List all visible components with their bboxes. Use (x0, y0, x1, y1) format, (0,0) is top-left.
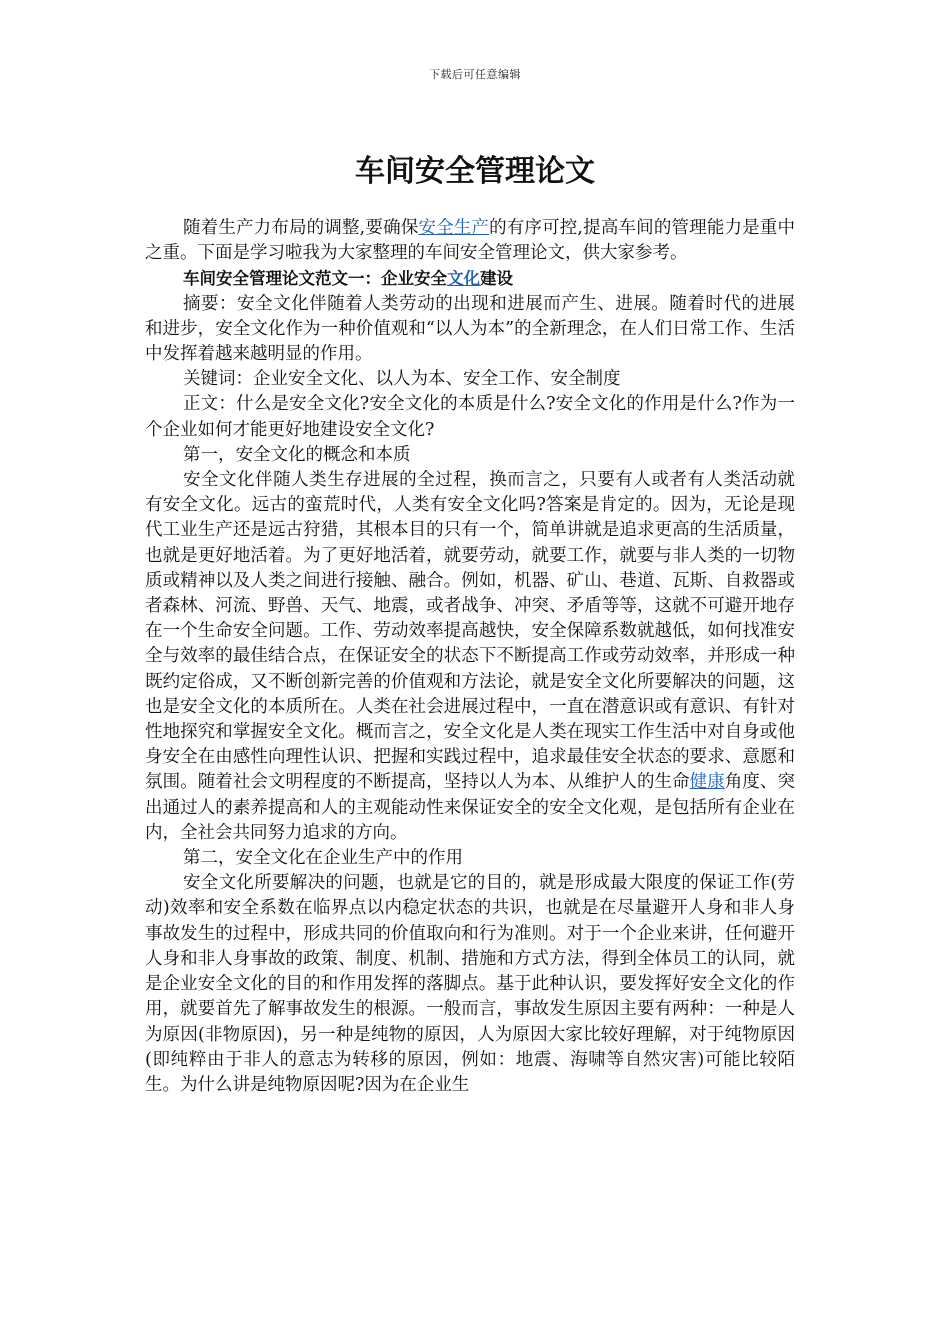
concept-text-after: 角度、突出通过人的素养提高和人的主观能动性来保证安全的安全文化观，是包括所有企业在内，全社会共同努力追求的方向。 (145, 772, 796, 843)
safety-production-link[interactable]: 安全生产 (418, 218, 490, 238)
role-paragraph: 安全文化所要解决的问题，也就是它的目的，就是形成最大限度的保证工作(劳动)效率和安全系数在临界点以内稳定状态的共识，也就是在尽量避开人身和非人身事故发生的过程中，形成共同的价值取向和行为准则。对于一个企业来讲，任何避开人身和非人身事故的政策、制度、机制、措施和方式方法，得到全体员工的认同，就是企业安全文化的目的和作用发挥的落脚点。基于此种认识，要发挥好安全文化的作用，就要首先了解事故发生的根源。一般而言，事故发生原因主要有两种：一种是人为原因(非物原因)，另一种是纯物的原因，人为原因大家比较好理解，对于纯物原因(即纯粹由于非人的意志为转移的原因，例如：地震、海啸等自然灾害)可能比较陌生。为什么讲是纯物原因呢?因为在企业生 (145, 873, 795, 1095)
document-title: 车间安全管理论文 (355, 154, 595, 189)
section-heading-after: 建设 (480, 269, 513, 289)
subheading-role: 第二，安全文化在企业生产中的作用 (183, 848, 463, 869)
abstract-paragraph: 摘要：安全文化伴随着人类劳动的出现和进展而产生、进展。随着时代的进展和进步，安全文化作为一种价值观和“以人为本”的全新理念，在人们日常工作、生活中发挥着越来越明显的作用。 (145, 293, 795, 365)
culture-link[interactable]: 文化 (447, 269, 480, 289)
intro-paragraph (145, 216, 795, 266)
health-link[interactable]: 健康 (689, 772, 725, 793)
main-text-paragraph: 正文：什么是安全文化?安全文化的本质是什么?安全文化的作用是什么?作为一个企业如何才能更好地建设安全文化? (145, 394, 795, 440)
intro-text-after: 的有序可控,提高车间的管理能力是重中之重。下面是学习啦我为大家整理的车间安全管理论文，供大家参考。 (145, 218, 796, 264)
document-body (145, 216, 795, 1098)
page-header: 下载后可任意编辑 (429, 68, 521, 81)
subheading-concept: 第一，安全文化的概念和本质 (183, 444, 411, 465)
intro-text-before: 随着生产力布局的调整,要确保 (183, 218, 419, 238)
concept-text-before: 安全文化伴随人类生存进展的全过程，换而言之，只要有人或者有人类活动就有安全文化。远古的蛮荒时代，人类有安全文化吗?答案是肯定的。因为，无论是现代工业生产还是远古狩猎，其根本目的只有一个，简单讲就是追求更高的生活质量，也就是更好地活着。为了更好地活着，就要劳动，就要工作，就要与非人类的一切物质或精神以及人类之间进行接触、融合。例如，机器、矿山、巷道、瓦斯、自救器或者森林、河流、野兽、天气、地震，或者战争、冲突、矛盾等等，这就不可避开地存在一个生命安全问题。工作、劳动效率提高越快，安全保障系数就越低，如何找准安全与效率的最佳结合点，在保证安全的状态下不断提高工作或劳动效率，并形成一种既约定俗成，又不断创新完善的价值观和方法论，就是安全文化所要解决的问题，这也是安全文化的本质所在。人类在社会进展过程中，一直在潜意识或有意识、有针对性地探究和掌握安全文化。概而言之，安全文化是人类在现实工作生活中对自身或他身安全在由感性向理性认识、把握和实践过程中，追求最佳安全状态的要求、意愿和氛围。随着社会文明程度的不断提高，坚持以人为本、从维护人的生命 (145, 470, 795, 793)
section-heading (145, 266, 795, 291)
concept-paragraph (145, 468, 795, 846)
section-heading-before: 车间安全管理论文范文一：企业安全 (183, 269, 447, 289)
keywords-paragraph: 关键词：企业安全文化、以人为本、安全工作、安全制度 (183, 369, 621, 390)
